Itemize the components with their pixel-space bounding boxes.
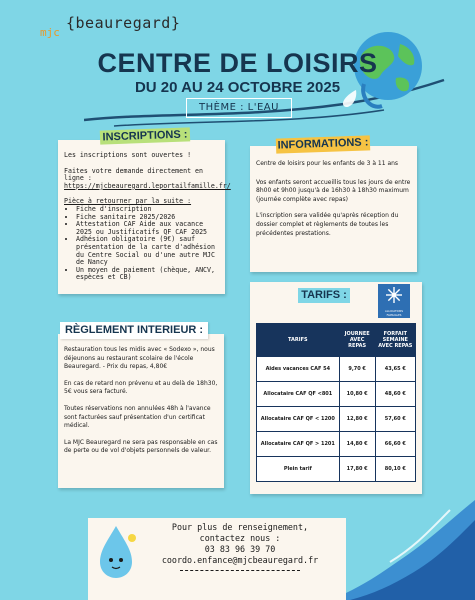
logo-name: {beauregard} [66, 14, 181, 32]
table-cell: 43,65 € [375, 357, 415, 382]
info-validation: L'inscription sera validée qu'après réception du dossier complet et règlements de toutes les précédentes prestations. [256, 212, 399, 237]
list-item: • Fiche d'inscription [76, 206, 222, 214]
contact-email[interactable]: coordo.enfance@mjcbeauregard.fr [161, 555, 319, 565]
informations-tag: INFORMATIONS : [276, 135, 370, 153]
contact-body [140, 522, 340, 571]
inscriptions-body [64, 151, 231, 282]
divider [180, 570, 300, 571]
caf-label: ALLOCATIONS FAMILIALES [385, 310, 403, 317]
contact-line2: contactez nous : [199, 533, 281, 543]
list-item: • Adhésion obligatoire (9€) sauf présentation de la carte d'adhésion du Centre Social ou d'une autre MJC de Nancy [76, 236, 222, 266]
table-cell: 17,80 € [339, 457, 375, 482]
table-cell: 14,80 € [339, 432, 375, 457]
inscriptions-open: Les inscriptions sont ouvertes ! [64, 151, 192, 159]
pieces-title: Pièce à retourner par la suite : [64, 197, 192, 206]
table-header-row [257, 324, 416, 357]
inscriptions-link[interactable]: https://mjcbeauregard.leportailfamille.fr/ [64, 181, 231, 190]
wave-icon [330, 500, 475, 600]
table-cell: 80,10 € [375, 457, 415, 482]
table-row [257, 382, 416, 407]
page-subtitle: DU 20 AU 24 OCTOBRE 2025 [134, 79, 341, 96]
table-cell: 9,70 € [339, 357, 375, 382]
page-title: CENTRE DE LOISIRS [97, 48, 378, 78]
tarifs-tag: TARIFS : [298, 288, 350, 303]
tarifs-table-wrap [256, 323, 416, 482]
table-cell: Allocataire CAF QF <801 [257, 382, 340, 407]
list-item: • Un moyen de paiement (chèque, ANCV, espèces et CB) [76, 267, 222, 282]
column-header: JOURNEE AVEC REPAS [339, 324, 375, 357]
table-cell: 48,60 € [375, 382, 415, 407]
tarifs-table [256, 323, 416, 482]
theme-badge: THÈME : L'EAU [186, 98, 292, 118]
inscriptions-online: Faites votre demande directement en ligne : [64, 166, 203, 183]
table-cell: 10,80 € [339, 382, 375, 407]
reglement-responsabilite: La MJC Beauregard ne sera pas responsable en cas de perte ou de vol d'objets personnels de valeur. [64, 438, 218, 455]
water-drop-mascot-icon [94, 522, 138, 582]
table-cell: Allocataire CAF QF < 1200 [257, 407, 340, 432]
list-item: • Fiche sanitaire 2025/2026 [76, 214, 222, 222]
table-row [257, 357, 416, 382]
table-row [257, 432, 416, 457]
list-item: • Attestation CAF Aide aux vacance 2025 ou Justificatifs QF CAF 2025 [76, 221, 222, 236]
table-cell: Plein tarif [257, 457, 340, 482]
reglement-body [64, 346, 222, 456]
caf-logo-icon [378, 284, 410, 318]
column-header: FORFAIT SEMAINE AVEC REPAS [375, 324, 415, 357]
reglement-retard: En cas de retard non prévenu et au delà de 18h30, 5€ vous sera facturé. [64, 379, 218, 396]
inscriptions-tag: INSCRIPTIONS : [100, 127, 190, 144]
table-cell: Aides vacances CAF 54 [257, 357, 340, 382]
table-row [257, 407, 416, 432]
logo-prefix: mjc [40, 26, 60, 39]
table-cell: Allocataire CAF QF > 1201 [257, 432, 340, 457]
table-cell: 57,60 € [375, 407, 415, 432]
table-row [257, 457, 416, 482]
reglement-reservations: Toutes réservations non annulées 48h à l'avance sont facturées sauf présentation d'un certificat médical. [64, 404, 211, 430]
pieces-list [64, 206, 222, 282]
reglement-restauration: Restauration tous les midis avec « Sodexo », nous déjeunons au restaurant scolaire de l'école Beauregard. - Prix du repas, 4,80€ [64, 346, 215, 371]
contact-phone[interactable]: 03 83 96 39 70 [204, 544, 276, 554]
table-cell: 66,60 € [375, 432, 415, 457]
contact-line1: Pour plus de renseignement, [171, 522, 309, 532]
table-cell: 12,80 € [339, 407, 375, 432]
info-age: Centre de loisirs pour les enfants de 3 à 11 ans [256, 160, 399, 167]
reglement-tag: RÈGLEMENT INTERIEUR : [60, 322, 208, 339]
column-header: TARIFS [257, 324, 340, 357]
informations-body [256, 160, 414, 238]
info-hours: Vos enfants seront accueillis tous les jours de entre 8h00 et 9h00 jusqu'à de 16h30 à 18h30 maximum (journée complète avec repas) [256, 178, 411, 203]
